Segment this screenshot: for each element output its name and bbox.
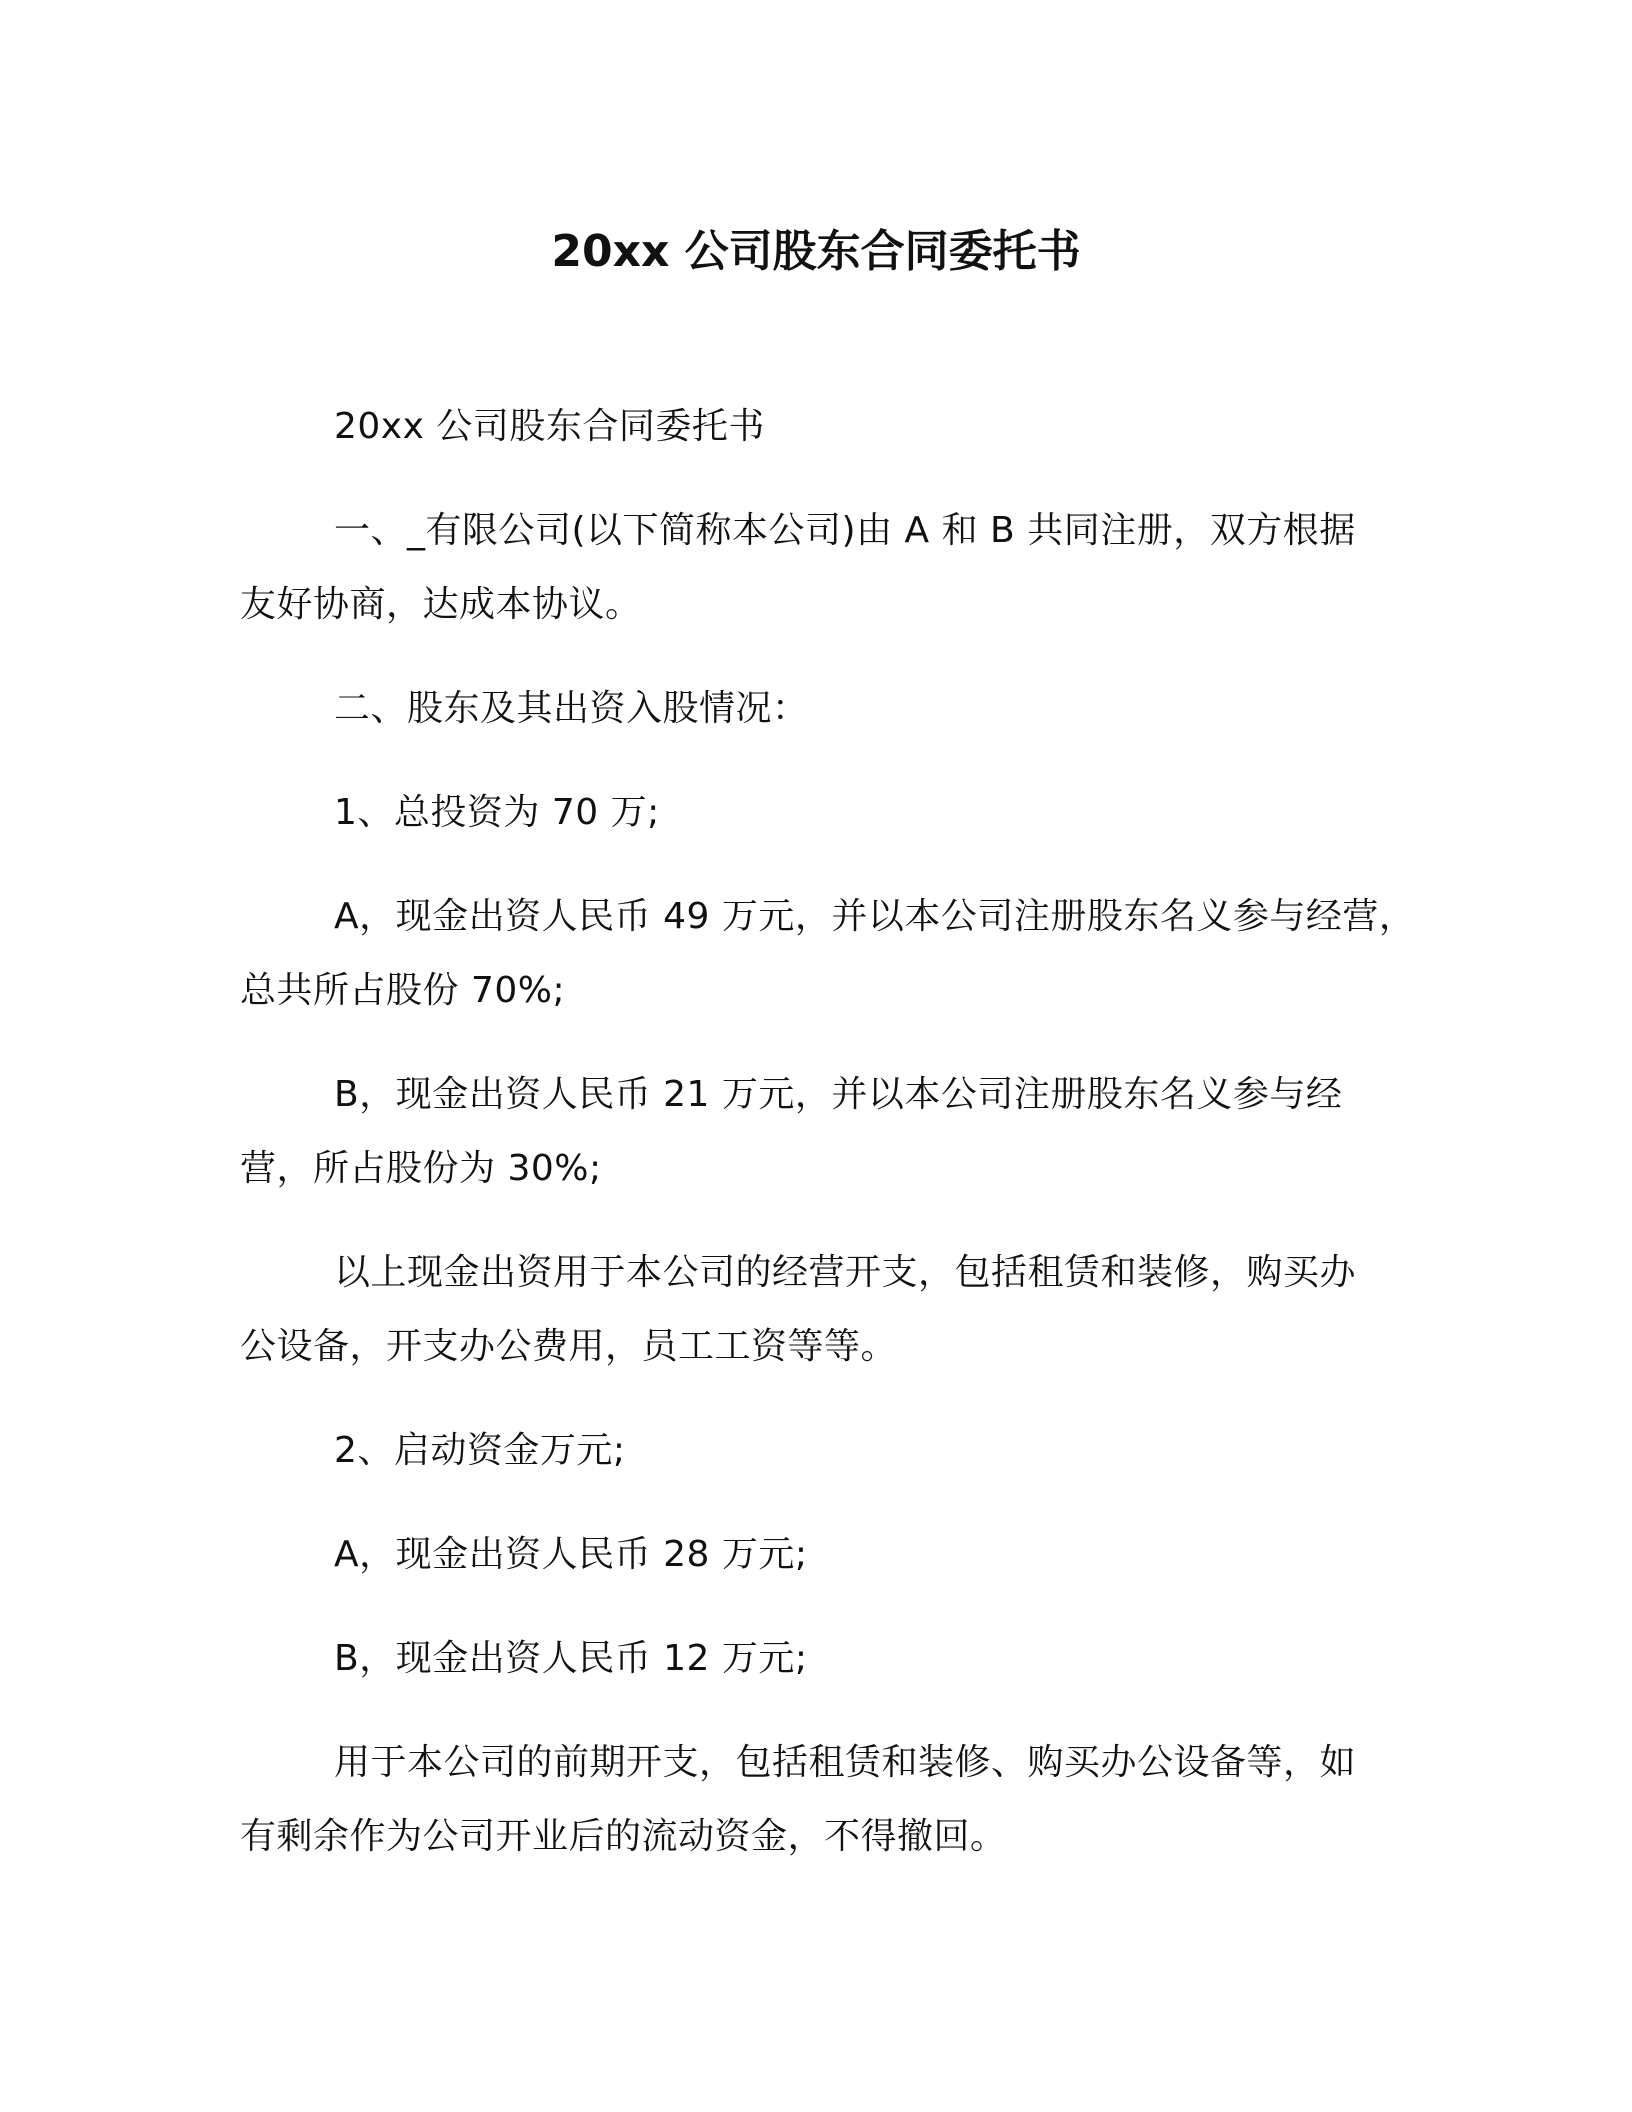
- paragraph-line: 以上现金出资用于本公司的经营开支，包括租赁和装修，购买办: [334, 1252, 1357, 1293]
- document-title: 20xx 公司股东合同委托书: [551, 226, 1081, 277]
- paragraph-line: B，现金出资人民币 21 万元，并以本公司注册股东名义参与经: [334, 1074, 1343, 1115]
- paragraph-fund-usage: [240, 1236, 1420, 1384]
- paragraph-startup-a: A，现金出资人民币 28 万元;: [334, 1534, 808, 1575]
- paragraph-line: 用于本公司的前期开支，包括租赁和装修、购买办公设备等，如: [334, 1742, 1357, 1783]
- paragraph-line: 营，所占股份为 30%;: [240, 1148, 602, 1189]
- paragraph-line: A，现金出资人民币 49 万元，并以本公司注册股东名义参与经营，: [334, 896, 1416, 937]
- paragraph-startup-b: B，现金出资人民币 12 万元;: [334, 1638, 808, 1679]
- paragraph-startup-usage: [240, 1726, 1420, 1874]
- paragraph-shareholder-b: [240, 1058, 1420, 1206]
- paragraph-total-investment: 1、总投资为 70 万;: [334, 792, 660, 833]
- paragraph-line: 一、_有限公司(以下简称本公司)由 A 和 B 共同注册，双方根据: [334, 510, 1356, 551]
- paragraph-line: 总共所占股份 70%;: [240, 970, 566, 1011]
- paragraph-startup-capital: 2、启动资金万元;: [334, 1430, 626, 1471]
- paragraph-line: 有剩余作为公司开业后的流动资金，不得撤回。: [240, 1816, 1007, 1857]
- paragraph-shareholder-a: [240, 880, 1420, 1028]
- paragraph-subtitle: 20xx 公司股东合同委托书: [334, 406, 765, 447]
- paragraph-line: 友好协商，达成本协议。: [240, 584, 642, 625]
- paragraph-clause-1: [240, 494, 1420, 642]
- paragraph-clause-2: 二、股东及其出资入股情况：: [334, 688, 809, 729]
- document-body: [240, 390, 1420, 1904]
- paragraph-line: 公设备，开支办公费用，员工工资等等。: [240, 1326, 898, 1367]
